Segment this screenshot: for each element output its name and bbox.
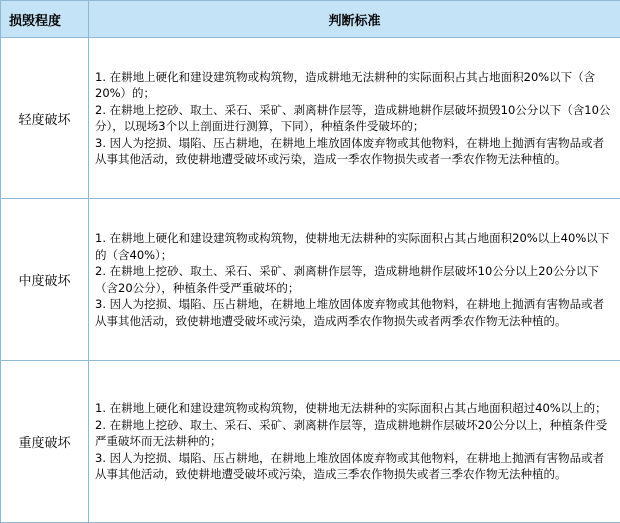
criteria-cell-severe [89,361,620,523]
criteria-item: 1. 在耕地上硬化和建设建筑物或构筑物，使耕地无法耕种的实际面积占其占地面积超过40%以上的； [95,401,607,416]
table-row [1,38,620,199]
criteria-item: 2. 在耕地上挖砂、取土、采石、采矿、剥离耕作层等，造成耕地耕作层破坏损毁10公分以下（含10公分），以现场3个以上剖面进行测算，下同），种植条件受破坏的； [95,102,611,133]
criteria-item: 2. 在耕地上挖砂、取土、采石、采矿、剥离耕作层等，造成耕地耕作层破坏10公分以上20公分以下（含20公分），种植条件受严重破坏的； [95,264,599,295]
damage-level-light: 轻度破坏 [1,38,89,199]
damage-level-medium: 中度破坏 [1,199,89,361]
criteria-cell-medium [89,199,620,361]
criteria-item: 3. 因人为挖损、塌陷、压占耕地，在耕地上堆放固体废弃物或其他物料，在耕地上抛洒有害物品或者从事其他活动，致使耕地遭受破坏或污染，造成两季农作物损失或者两季农作物无法种植的。 [95,297,605,328]
criteria-item: 3. 因人为挖损、塌陷、压占耕地，在耕地上堆放固体废弃物或其他物料，在耕地上抛洒有害物品或者从事其他活动，致使耕地遭受破坏或污染，造成三季农作物损失或者三季农作物无法种植的。 [95,450,605,482]
header-row [1,1,620,38]
table-row [1,361,620,523]
criteria-item: 1. 在耕地上硬化和建设建筑物或构筑物，造成耕地无法耕种的实际面积占其占地面积20%以下（含20%）的； [95,69,596,100]
header-criteria: 判断标准 [89,1,620,38]
table-row [1,199,620,361]
criteria-item: 1. 在耕地上硬化和建设建筑物或构筑物，使耕地无法耕种的实际面积占其占地面积20%以上40%以下的（含40%）； [95,231,610,262]
damage-level-severe: 重度破坏 [1,361,89,523]
criteria-item: 2. 在耕地上挖砂、取土、采石、采矿、剥离耕作层等，造成耕地耕作层破坏20公分以上，种植条件受严重破坏而无法耕种的； [95,417,608,449]
criteria-item: 3. 因人为挖损、塌陷、压占耕地，在耕地上堆放固体废弃物或其他物料，在耕地上抛洒有害物品或者从事其他活动，致使耕地遭受破坏或污染，造成一季农作物损失或者一季农作物无法种植的。 [95,135,605,166]
header-damage-level: 损毁程度 [1,1,89,38]
criteria-cell-light [89,38,620,199]
